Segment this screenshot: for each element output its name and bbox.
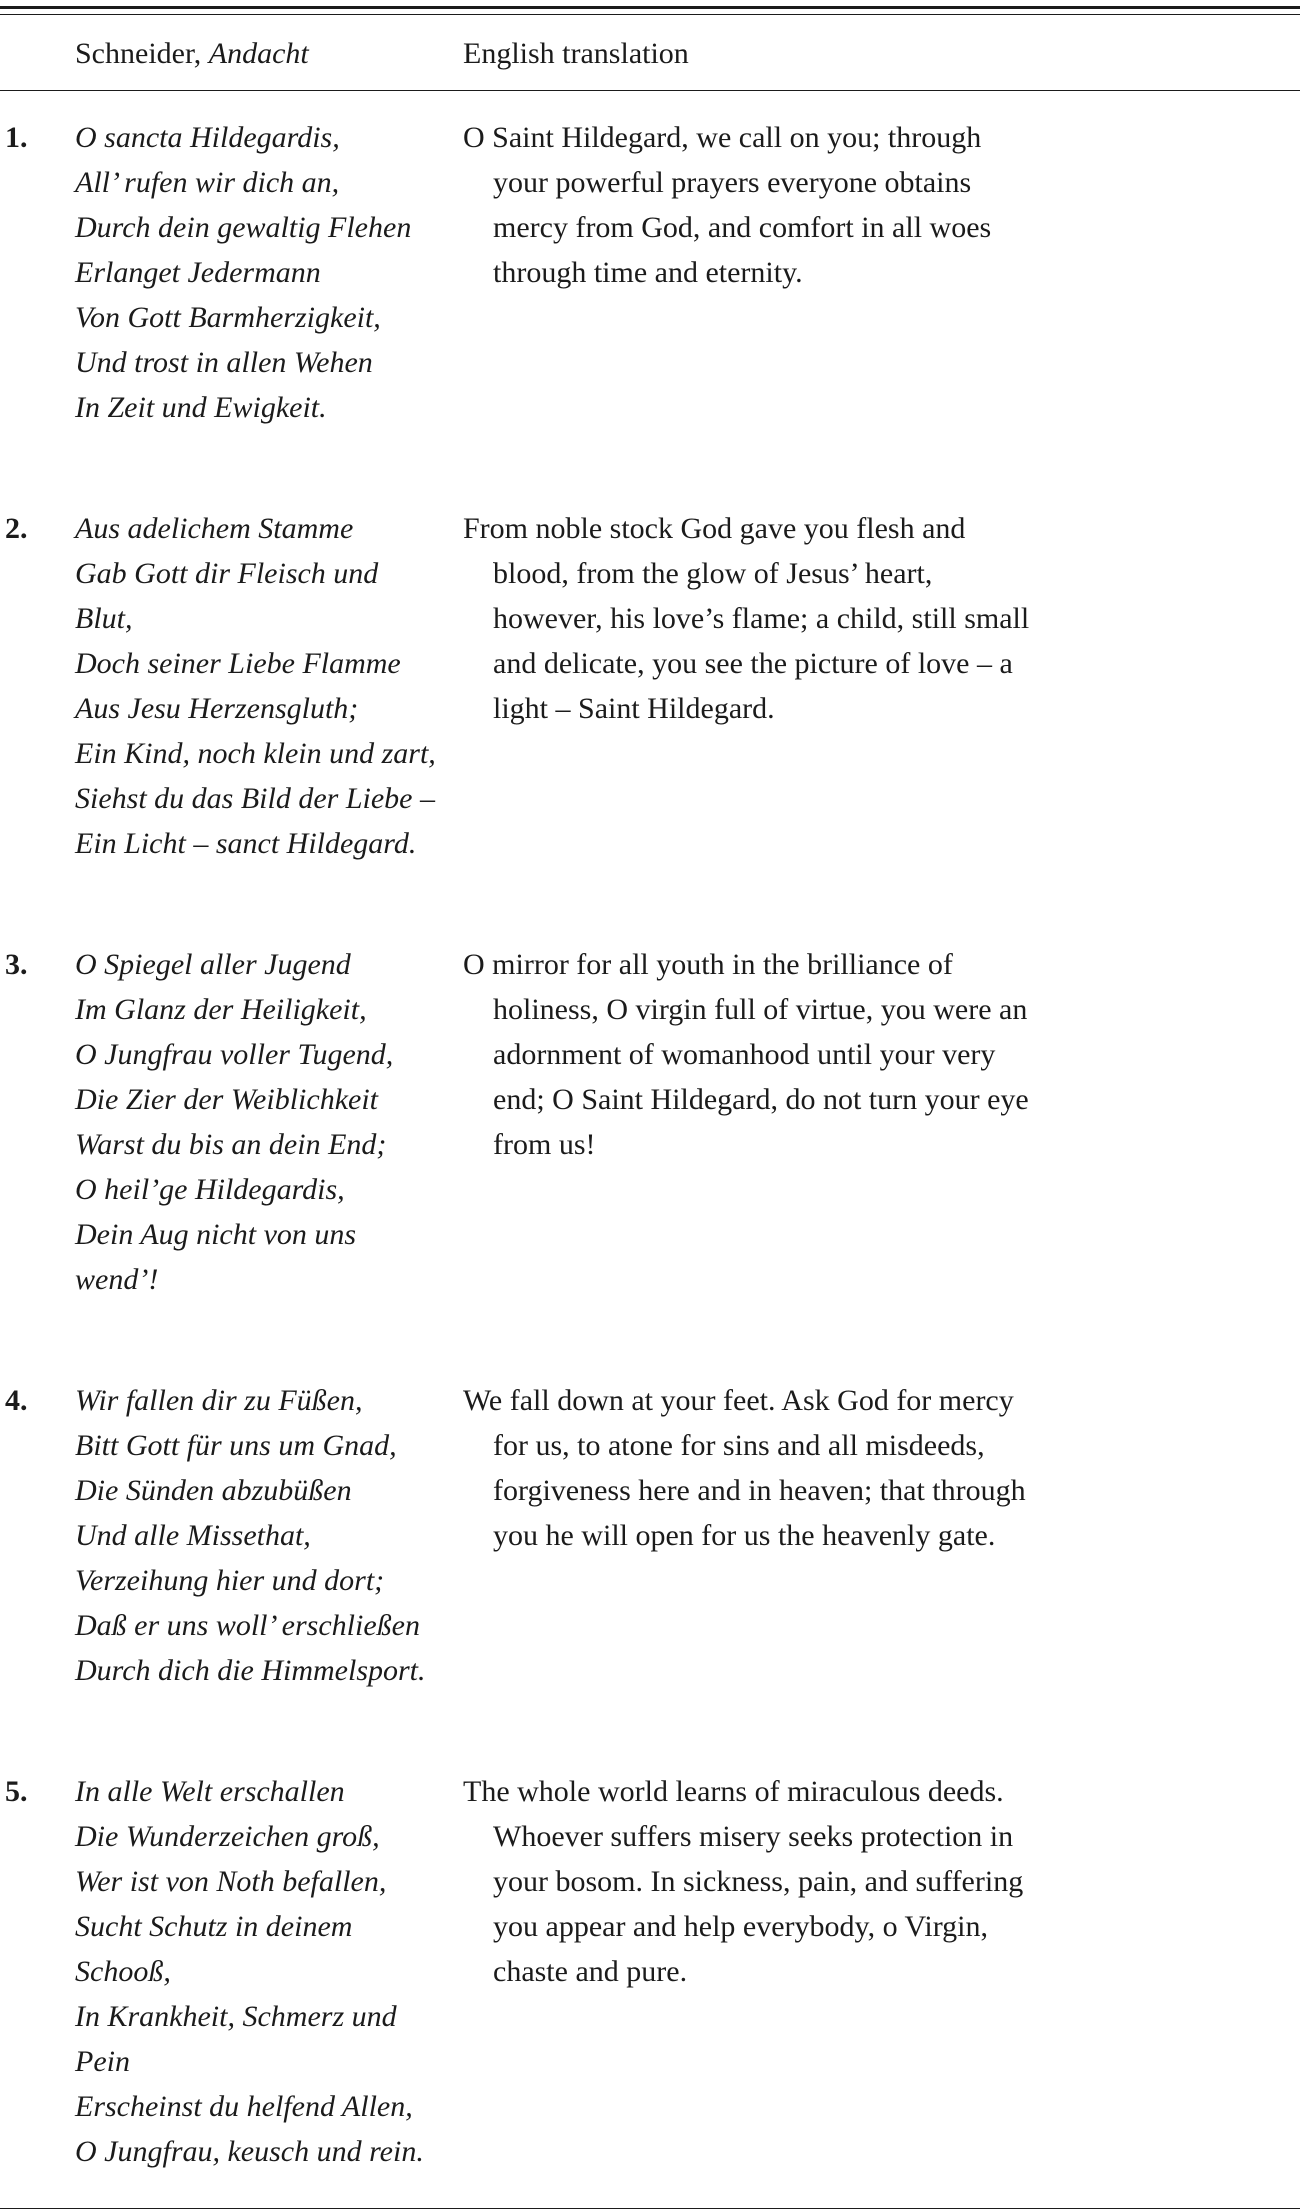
stanza-number: 2.: [5, 512, 28, 545]
german-verse-line: Dein Aug nicht von uns wend’!: [75, 1218, 357, 1296]
stanza-english-translation: The whole world learns of miraculous deeds. Whoever suffers misery seeks protection in your bosom. In sickness, pain, and suffering you appear and help everybody, o Virgin, chaste and pure.: [463, 1775, 1024, 1988]
stanza-german-text: [75, 942, 463, 1302]
stanza-english-translation: From noble stock God gave you flesh and blood, from the glow of Jesus’ heart, however, his love’s flame; a child, still small and delicate, you see the picture of love – a light – Saint Hildegard.: [463, 512, 1030, 725]
stanza-english-translation: We fall down at your feet. Ask God for mercy for us, to atone for sins and all misdeeds, forgiveness here and in heaven; that through you he will open for us the heavenly gate.: [463, 1384, 1026, 1552]
german-verse-line: Ein Kind, noch klein und zart,: [75, 737, 436, 770]
stanza-row: [0, 506, 1300, 866]
german-verse-line: Wer ist von Noth befallen,: [75, 1865, 387, 1898]
german-verse-line: Daß er uns woll’ erschließen: [75, 1609, 420, 1642]
stanza-row: [0, 1378, 1300, 1693]
german-verse-line: Doch seiner Liebe Flamme: [75, 647, 401, 680]
stanza-german-text: [75, 506, 463, 866]
stanza-english-translation: O mirror for all youth in the brilliance of holiness, O virgin full of virtue, you were an adornment of womanhood until your very end; O Saint Hildegard, do not turn your eye from us!: [463, 948, 1029, 1161]
german-verse-line: Die Zier der Weiblichkeit: [75, 1083, 378, 1116]
german-verse-line: O heil’ge Hildegardis,: [75, 1173, 345, 1206]
german-verse-line: Erscheinst du helfend Allen,: [75, 2090, 413, 2123]
stanza-english-translation: O Saint Hildegard, we call on you; through your powerful prayers everyone obtains mercy from God, and comfort in all woes through time and eternity.: [463, 121, 992, 289]
german-verse-line: Aus adelichem Stamme: [75, 512, 354, 545]
german-verse-line: O Jungfrau voller Tugend,: [75, 1038, 394, 1071]
header-source-name: Schneider,: [75, 37, 209, 70]
stanza-german-text: [75, 1378, 463, 1693]
german-verse-line: In Zeit und Ewigkeit.: [75, 391, 327, 424]
table-top-double-rule: [0, 6, 1300, 15]
german-verse-line: Aus Jesu Herzensgluth;: [75, 692, 359, 725]
header-number-spacer: [0, 31, 75, 76]
stanza-row: [0, 1769, 1300, 2174]
stanza-german-text: [75, 1769, 463, 2174]
german-verse-line: Ein Licht – sanct Hildegard.: [75, 827, 417, 860]
stanza-number: 5.: [5, 1775, 28, 1808]
german-verse-line: Bitt Gott für uns um Gnad,: [75, 1429, 397, 1462]
german-verse-line: Siehst du das Bild der Liebe –: [75, 782, 435, 815]
german-verse-line: Die Wunderzeichen groß,: [75, 1820, 380, 1853]
german-verse-line: Erlanget Jedermann: [75, 256, 321, 289]
stanza-number: 1.: [5, 121, 28, 154]
german-verse-line: Von Gott Barmherzigkeit,: [75, 301, 381, 334]
stanza-row: [0, 115, 1300, 430]
german-verse-line: In alle Welt erschallen: [75, 1775, 345, 1808]
german-verse-line: All’ rufen wir dich an,: [75, 166, 340, 199]
german-verse-line: Warst du bis an dein End;: [75, 1128, 387, 1161]
german-verse-line: O sancta Hildegardis,: [75, 121, 340, 154]
book-page: [0, 6, 1300, 2209]
german-verse-line: O Jungfrau, keusch und rein.: [75, 2135, 424, 2168]
stanza-number: 3.: [5, 948, 28, 981]
table-body: [0, 91, 1300, 2174]
stanza-number: 4.: [5, 1384, 28, 1417]
stanza-german-text: [75, 115, 463, 430]
table-header-row: [0, 15, 1300, 90]
header-source-title: Andacht: [208, 37, 309, 70]
german-verse-line: O Spiegel aller Jugend: [75, 948, 351, 981]
german-verse-line: Die Sünden abzubüßen: [75, 1474, 352, 1507]
german-verse-line: Gab Gott dir Fleisch und Blut,: [75, 557, 379, 635]
german-verse-line: Im Glanz der Heiligkeit,: [75, 993, 367, 1026]
german-verse-line: Verzeihung hier und dort;: [75, 1564, 385, 1597]
german-verse-line: Durch dein gewaltig Flehen: [75, 211, 412, 244]
german-verse-line: Wir fallen dir zu Füßen,: [75, 1384, 363, 1417]
german-verse-line: Durch dich die Himmelsport.: [75, 1654, 426, 1687]
german-verse-line: Und trost in allen Wehen: [75, 346, 373, 379]
german-verse-line: Sucht Schutz in deinem Schooß,: [75, 1910, 353, 1988]
column-header-german: [75, 31, 463, 76]
german-verse-line: Und alle Missethat,: [75, 1519, 311, 1552]
german-verse-line: In Krankheit, Schmerz und Pein: [75, 2000, 397, 2078]
stanza-row: [0, 942, 1300, 1302]
column-header-english: English translation: [463, 37, 689, 70]
